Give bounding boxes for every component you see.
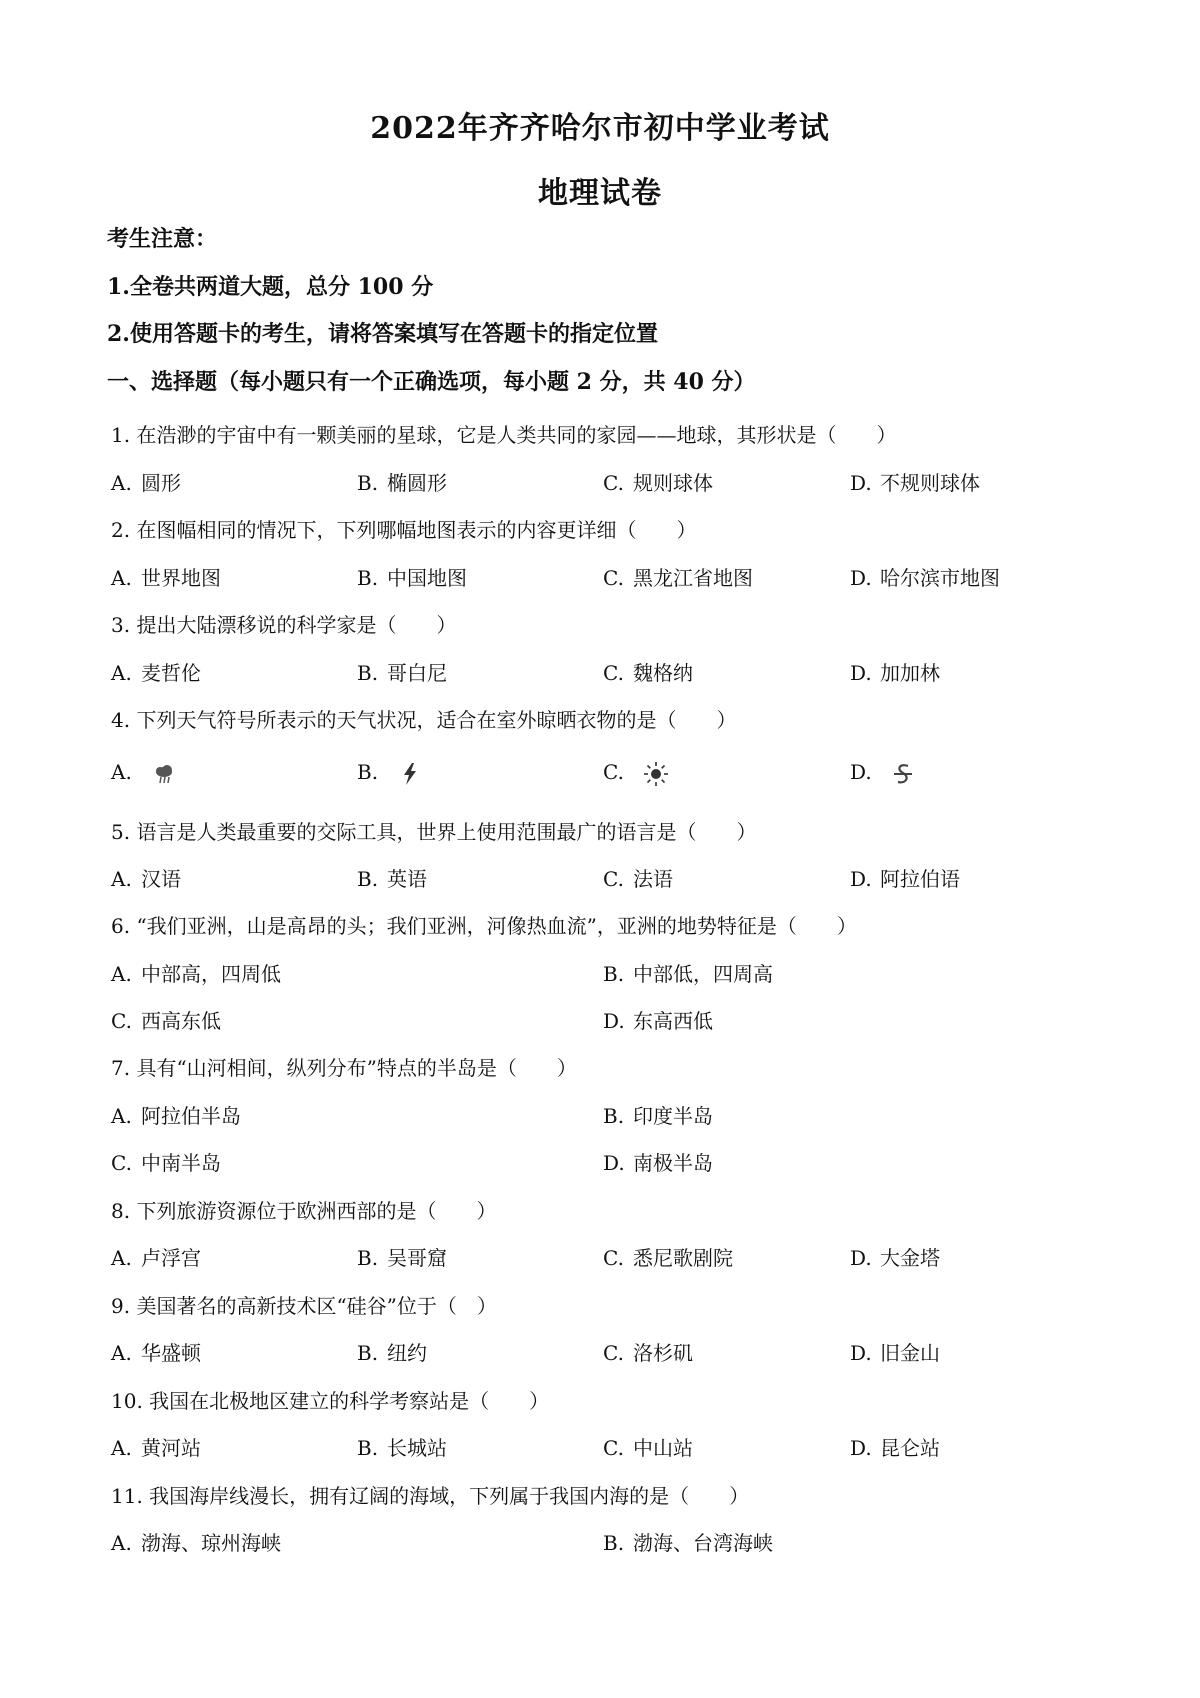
option-text: 不规则球体: [880, 471, 980, 495]
option-letter: B.: [357, 1341, 379, 1365]
option-text: 椭圆形: [387, 471, 447, 495]
option-text: 中南半岛: [141, 1151, 221, 1175]
option: [357, 467, 447, 496]
option-letter: D.: [850, 1246, 872, 1270]
option-letter: D.: [850, 1341, 872, 1365]
option-text: 渤海、琼州海峡: [141, 1531, 281, 1555]
option-letter: A.: [111, 1436, 132, 1460]
option-letter: A.: [111, 867, 132, 891]
option: [111, 1527, 281, 1556]
option: [850, 1337, 940, 1366]
option-text: 卢浮宫: [141, 1246, 201, 1270]
option-text: 圆形: [141, 471, 181, 495]
option-letter: C.: [603, 566, 624, 590]
option-letter: C.: [111, 1151, 132, 1175]
option-text: 加加林: [880, 661, 940, 685]
option: [111, 1100, 241, 1129]
option-letter: C.: [603, 867, 624, 891]
question-stem: 7. 具有“山河相间，纵列分布”特点的半岛是（ ）: [111, 1056, 577, 1080]
option-letter: C.: [603, 1246, 624, 1270]
option-letter: A.: [111, 1104, 132, 1128]
option-text: 阿拉伯语: [880, 867, 960, 891]
option: [850, 562, 1000, 591]
option-text: 英语: [387, 867, 427, 891]
option-text: 哥白尼: [387, 661, 447, 685]
option-text: 纽约: [387, 1341, 427, 1365]
sun-icon: [643, 761, 669, 787]
option-letter: D.: [850, 1436, 872, 1460]
option: [850, 863, 960, 892]
option-text: 西高东低: [141, 1009, 221, 1033]
rain-cloud-icon: [151, 761, 177, 787]
question-stem: 11. 我国海岸线漫长，拥有辽阔的海域，下列属于我国内海的是（ ）: [111, 1484, 750, 1508]
option-letter: C.: [603, 1341, 624, 1365]
option: [603, 1432, 693, 1461]
option-letter: D.: [850, 566, 872, 590]
option-text: 东高西低: [633, 1009, 713, 1033]
option-text: 长城站: [387, 1436, 447, 1460]
option-letter: D.: [850, 760, 872, 784]
option-text: 洛杉矶: [633, 1341, 693, 1365]
option: [603, 863, 673, 892]
option-letter: A.: [111, 661, 132, 685]
option-text: 华盛顿: [141, 1341, 201, 1365]
option: [357, 1432, 447, 1461]
question-stem: 1. 在浩渺的宇宙中有一颗美丽的星球，它是人类共同的家园——地球，其形状是（ ）: [111, 423, 897, 447]
option: [603, 1242, 733, 1271]
option: [603, 1100, 713, 1129]
option: [603, 1527, 773, 1556]
option: [357, 760, 423, 787]
question-stem: 9. 美国著名的高新技术区“硅谷”位于（ ）: [111, 1294, 497, 1318]
option: [111, 657, 201, 686]
option: [357, 657, 447, 686]
notes-heading: 考生注意：: [107, 226, 218, 252]
option: [603, 1337, 693, 1366]
sandstorm-icon: [890, 761, 916, 787]
option-text: 黄河站: [141, 1436, 201, 1460]
option: [850, 657, 940, 686]
option-text: 黑龙江省地图: [633, 566, 753, 590]
option-text: 世界地图: [141, 566, 221, 590]
option-letter: A.: [111, 962, 132, 986]
option-letter: B.: [357, 661, 379, 685]
exam-subtitle: 地理试卷: [538, 176, 662, 211]
option: [111, 863, 181, 892]
option-letter: C.: [603, 661, 624, 685]
question-stem: 2. 在图幅相同的情况下，下列哪幅地图表示的内容更详细（ ）: [111, 518, 697, 542]
option: [111, 1242, 201, 1271]
option: [603, 467, 713, 496]
option-text: 昆仑站: [880, 1436, 940, 1460]
option-letter: B.: [357, 867, 379, 891]
option-text: 汉语: [141, 867, 181, 891]
option-text: 魏格纳: [633, 661, 693, 685]
option-text: 中国地图: [387, 566, 467, 590]
option: [111, 1005, 221, 1034]
option: [603, 1005, 713, 1034]
option-text: 印度半岛: [633, 1104, 713, 1128]
option-letter: D.: [603, 1009, 625, 1033]
option-letter: A.: [111, 1246, 132, 1270]
option-letter: B.: [357, 1436, 379, 1460]
option: [111, 958, 281, 987]
note-item: 1.全卷共两道大题，总分 100 分: [107, 274, 434, 300]
option-letter: A.: [111, 471, 132, 495]
option: [603, 760, 669, 787]
option-letter: D.: [850, 661, 872, 685]
option: [357, 1337, 427, 1366]
option: [111, 467, 181, 496]
option-letter: D.: [850, 867, 872, 891]
question-stem: 10. 我国在北极地区建立的科学考察站是（ ）: [111, 1389, 550, 1413]
option-letter: C.: [111, 1009, 132, 1033]
option: [603, 657, 693, 686]
option: [111, 1147, 221, 1176]
option: [357, 562, 467, 591]
question-stem: 3. 提出大陆漂移说的科学家是（ ）: [111, 613, 457, 637]
option: [603, 958, 773, 987]
question-stem: 4. 下列天气符号所表示的天气状况，适合在室外晾晒衣物的是（ ）: [111, 708, 737, 732]
option-letter: B.: [357, 1246, 379, 1270]
question-stem: 6. “我们亚洲，山是高昂的头；我们亚洲，河像热血流”，亚洲的地势特征是（ ）: [111, 914, 857, 938]
option: [111, 1337, 201, 1366]
option: [111, 562, 221, 591]
option-text: 哈尔滨市地图: [880, 566, 1000, 590]
option-text: 渤海、台湾海峡: [633, 1531, 773, 1555]
option: [603, 1147, 713, 1176]
option-letter: B.: [357, 566, 379, 590]
option: [603, 562, 753, 591]
option: [357, 863, 427, 892]
option-text: 中部低，四周高: [633, 962, 773, 986]
option-text: 吴哥窟: [387, 1246, 447, 1270]
option-letter: D.: [603, 1151, 625, 1175]
option-letter: B.: [357, 760, 379, 784]
question-stem: 8. 下列旅游资源位于欧洲西部的是（ ）: [111, 1199, 497, 1223]
option-letter: C.: [603, 471, 624, 495]
option-letter: B.: [603, 1104, 625, 1128]
option: [850, 760, 916, 787]
lightning-icon: [397, 761, 423, 787]
option-letter: A.: [111, 1341, 132, 1365]
option-text: 麦哲伦: [141, 661, 201, 685]
option-text: 中部高，四周低: [141, 962, 281, 986]
section-title: 一、选择题（每小题只有一个正确选项，每小题 2 分，共 40 分）: [107, 369, 756, 395]
option-text: 旧金山: [880, 1341, 940, 1365]
option-text: 大金塔: [880, 1246, 940, 1270]
option-letter: D.: [850, 471, 872, 495]
option-letter: B.: [603, 962, 625, 986]
note-item: 2.使用答题卡的考生，请将答案填写在答题卡的指定位置: [107, 321, 658, 347]
option-letter: B.: [357, 471, 379, 495]
option: [850, 1432, 940, 1461]
option-text: 规则球体: [633, 471, 713, 495]
option: [850, 467, 980, 496]
option-text: 中山站: [633, 1436, 693, 1460]
option-text: 南极半岛: [633, 1151, 713, 1175]
option-letter: B.: [603, 1531, 625, 1555]
option-text: 悉尼歌剧院: [633, 1246, 733, 1270]
exam-title: 2022年齐齐哈尔市初中学业考试: [370, 111, 830, 146]
option-letter: A.: [111, 566, 132, 590]
option-letter: A.: [111, 1531, 132, 1555]
option: [111, 1432, 201, 1461]
option-letter: C.: [603, 1436, 624, 1460]
option: [357, 1242, 447, 1271]
option: [111, 760, 177, 787]
option-text: 法语: [633, 867, 673, 891]
option-letter: A.: [111, 760, 132, 784]
option-letter: C.: [603, 760, 624, 784]
option-text: 阿拉伯半岛: [141, 1104, 241, 1128]
option: [850, 1242, 940, 1271]
question-stem: 5. 语言是人类最重要的交际工具，世界上使用范围最广的语言是（ ）: [111, 820, 757, 844]
